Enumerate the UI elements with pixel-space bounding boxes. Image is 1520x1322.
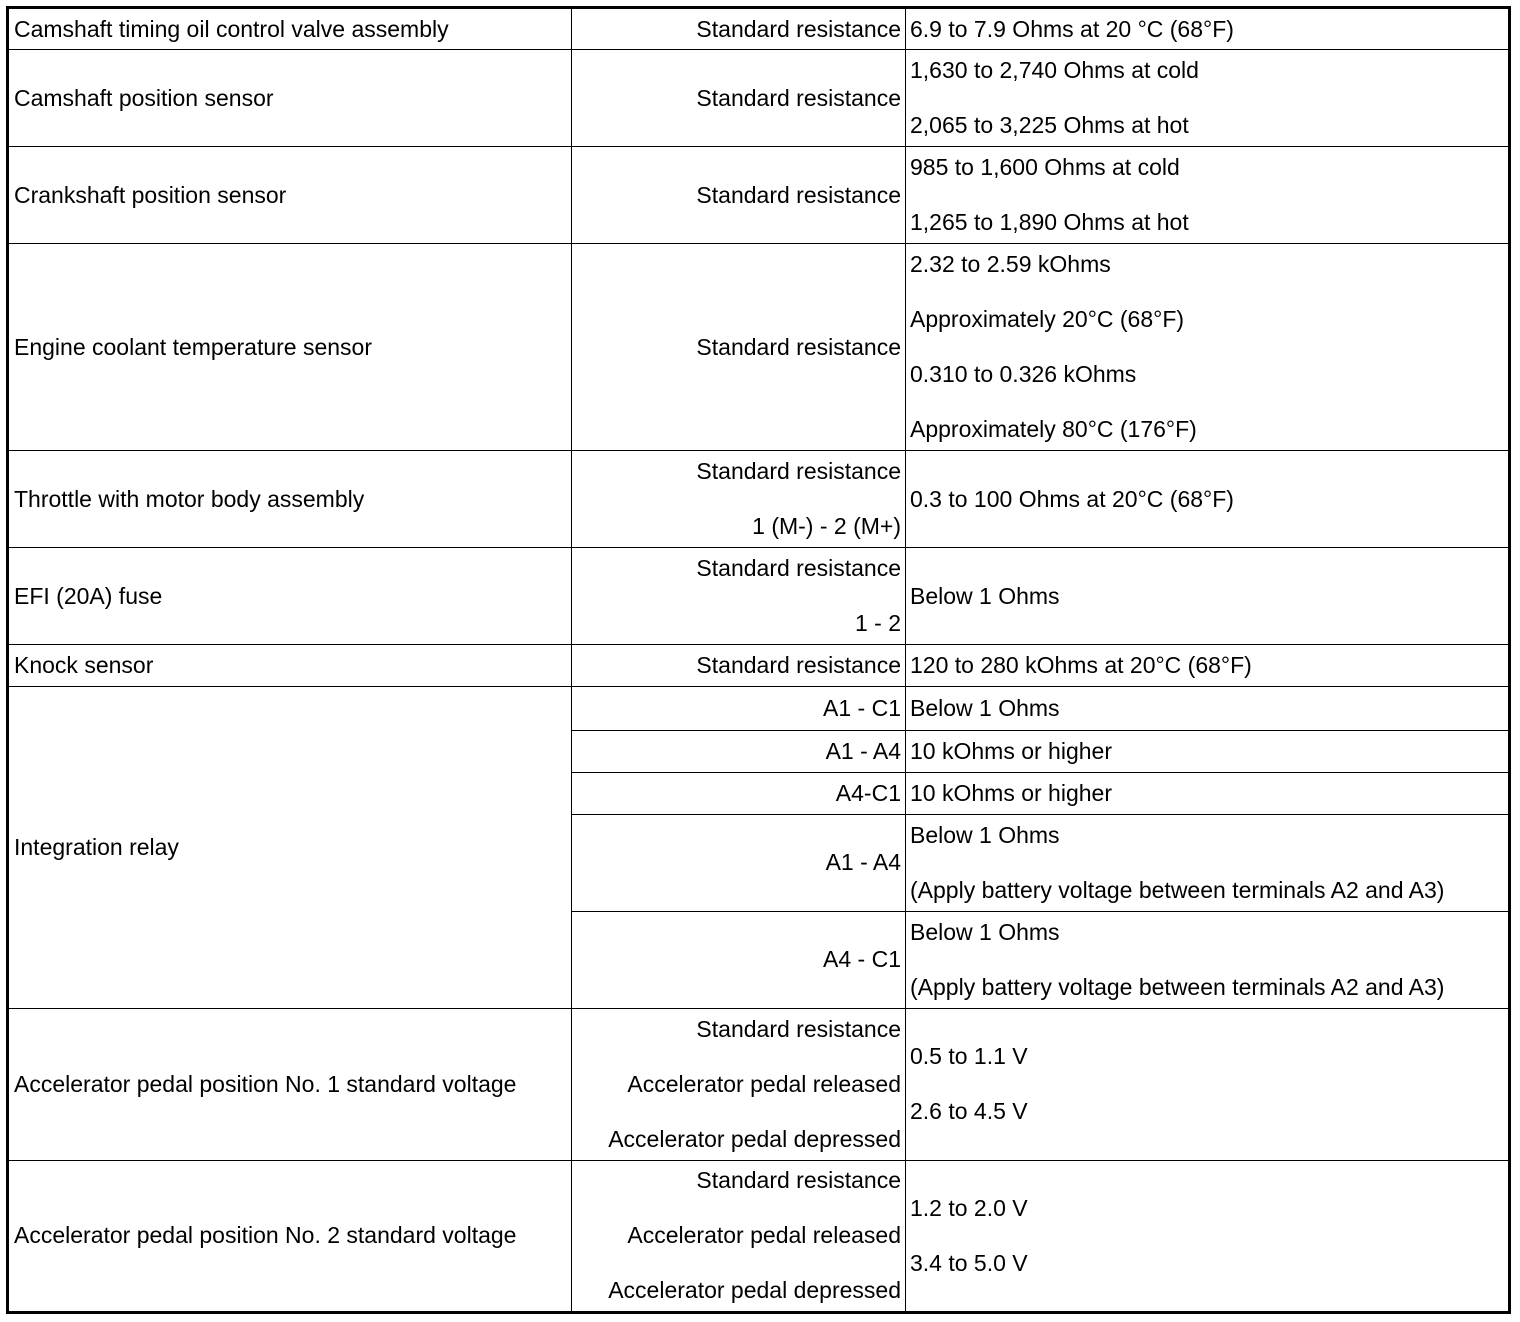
value-cell bbox=[906, 548, 1510, 645]
condition-label: Standard resistance bbox=[696, 181, 901, 208]
table-row bbox=[8, 1160, 1510, 1312]
condition-label: A4-C1 bbox=[835, 779, 901, 806]
condition-label: A1 - C1 bbox=[823, 694, 901, 721]
condition-label: Accelerator pedal released bbox=[627, 1222, 901, 1249]
item-label: Accelerator pedal position No. 2 standard voltage bbox=[14, 1222, 517, 1249]
value-cell bbox=[906, 814, 1510, 911]
item-label: Throttle with motor body assembly bbox=[14, 485, 365, 512]
table-row bbox=[8, 50, 1510, 147]
item-label: Accelerator pedal position No. 1 standard voltage bbox=[14, 1070, 517, 1097]
item-cell bbox=[8, 451, 572, 548]
value-cell bbox=[906, 451, 1510, 548]
value-cell bbox=[906, 911, 1510, 1008]
value-text: 0.3 to 100 Ohms at 20°C (68°F) bbox=[910, 485, 1234, 512]
condition-cell bbox=[572, 911, 906, 1008]
value-text: 2,065 to 3,225 Ohms at hot bbox=[910, 112, 1189, 139]
item-label: Camshaft timing oil control valve assembly bbox=[14, 15, 449, 42]
condition-cell bbox=[572, 1008, 906, 1160]
item-cell bbox=[8, 8, 572, 50]
value-text: (Apply battery voltage between terminals A2 and A3) bbox=[910, 876, 1445, 903]
value-text: Below 1 Ohms bbox=[910, 582, 1060, 609]
condition-cell bbox=[572, 8, 906, 50]
table-row bbox=[8, 244, 1510, 451]
condition-label: Accelerator pedal depressed bbox=[608, 1277, 901, 1304]
condition-label: Standard resistance bbox=[696, 1015, 901, 1042]
condition-cell bbox=[572, 645, 906, 687]
condition-cell bbox=[572, 772, 906, 814]
value-text: (Apply battery voltage between terminals A2 and A3) bbox=[910, 973, 1445, 1000]
value-cell bbox=[906, 244, 1510, 451]
value-text: 120 to 280 kOhms at 20°C (68°F) bbox=[910, 652, 1252, 679]
item-label: Integration relay bbox=[14, 834, 179, 861]
item-cell bbox=[8, 645, 572, 687]
condition-cell bbox=[572, 687, 906, 730]
condition-label: Standard resistance bbox=[696, 555, 901, 582]
table-row bbox=[8, 451, 1510, 548]
value-text: 10 kOhms or higher bbox=[910, 779, 1112, 806]
value-text: 0.310 to 0.326 kOhms bbox=[910, 361, 1137, 388]
value-text: 2.6 to 4.5 V bbox=[910, 1098, 1028, 1125]
condition-label: Standard resistance bbox=[696, 333, 901, 360]
condition-label: Standard resistance bbox=[696, 458, 901, 485]
value-text: Below 1 Ohms bbox=[910, 918, 1060, 945]
condition-label: A1 - A4 bbox=[825, 849, 901, 876]
value-text: 1.2 to 2.0 V bbox=[910, 1194, 1028, 1221]
value-text: Approximately 20°C (68°F) bbox=[910, 306, 1185, 333]
item-label: Engine coolant temperature sensor bbox=[14, 333, 372, 360]
condition-label: Standard resistance bbox=[696, 1167, 901, 1194]
item-cell bbox=[8, 687, 572, 1008]
table-row bbox=[8, 147, 1510, 244]
condition-cell bbox=[572, 451, 906, 548]
value-text: 985 to 1,600 Ohms at cold bbox=[910, 154, 1180, 181]
condition-label: Standard resistance bbox=[696, 15, 901, 42]
condition-label: 1 - 2 bbox=[854, 610, 901, 637]
condition-label: A4 - C1 bbox=[823, 946, 901, 973]
value-cell bbox=[906, 50, 1510, 147]
value-text: Below 1 Ohms bbox=[910, 821, 1060, 848]
item-label: EFI (20A) fuse bbox=[14, 582, 163, 609]
condition-label: 1 (M-) - 2 (M+) bbox=[752, 513, 901, 540]
value-text: 6.9 to 7.9 Ohms at 20 °C (68°F) bbox=[910, 15, 1234, 42]
item-cell bbox=[8, 548, 572, 645]
item-label: Camshaft position sensor bbox=[14, 84, 274, 111]
value-cell bbox=[906, 147, 1510, 244]
item-cell bbox=[8, 1160, 572, 1312]
value-text: 1,265 to 1,890 Ohms at hot bbox=[910, 209, 1189, 236]
value-text: Approximately 80°C (176°F) bbox=[910, 416, 1197, 443]
value-text: 3.4 to 5.0 V bbox=[910, 1249, 1028, 1276]
value-text: 2.32 to 2.59 kOhms bbox=[910, 251, 1111, 278]
value-cell bbox=[906, 8, 1510, 50]
condition-cell bbox=[572, 814, 906, 911]
table-row bbox=[8, 8, 1510, 50]
value-cell bbox=[906, 687, 1510, 730]
value-text: Below 1 Ohms bbox=[910, 694, 1060, 721]
item-cell bbox=[8, 50, 572, 147]
condition-cell bbox=[572, 50, 906, 147]
table-row bbox=[8, 645, 1510, 687]
condition-cell bbox=[572, 244, 906, 451]
table-row bbox=[8, 548, 1510, 645]
value-cell bbox=[906, 1160, 1510, 1312]
value-text: 10 kOhms or higher bbox=[910, 737, 1112, 764]
item-cell bbox=[8, 1008, 572, 1160]
condition-label: Accelerator pedal depressed bbox=[608, 1125, 901, 1152]
item-label: Knock sensor bbox=[14, 652, 154, 679]
item-label: Crankshaft position sensor bbox=[14, 181, 287, 208]
value-text: 0.5 to 1.1 V bbox=[910, 1043, 1028, 1070]
condition-cell bbox=[572, 730, 906, 772]
condition-label: Standard resistance bbox=[696, 652, 901, 679]
item-cell bbox=[8, 244, 572, 451]
value-cell bbox=[906, 645, 1510, 687]
value-cell bbox=[906, 730, 1510, 772]
condition-label: Accelerator pedal released bbox=[627, 1070, 901, 1097]
condition-cell bbox=[572, 1160, 906, 1312]
table-row bbox=[8, 687, 1510, 730]
value-text: 1,630 to 2,740 Ohms at cold bbox=[910, 57, 1199, 84]
condition-cell bbox=[572, 548, 906, 645]
value-cell bbox=[906, 772, 1510, 814]
item-cell bbox=[8, 147, 572, 244]
table-row bbox=[8, 1008, 1510, 1160]
condition-cell bbox=[572, 147, 906, 244]
condition-label: A1 - A4 bbox=[825, 737, 901, 764]
condition-label: Standard resistance bbox=[696, 84, 901, 111]
value-cell bbox=[906, 1008, 1510, 1160]
spec-table bbox=[6, 6, 1511, 1314]
